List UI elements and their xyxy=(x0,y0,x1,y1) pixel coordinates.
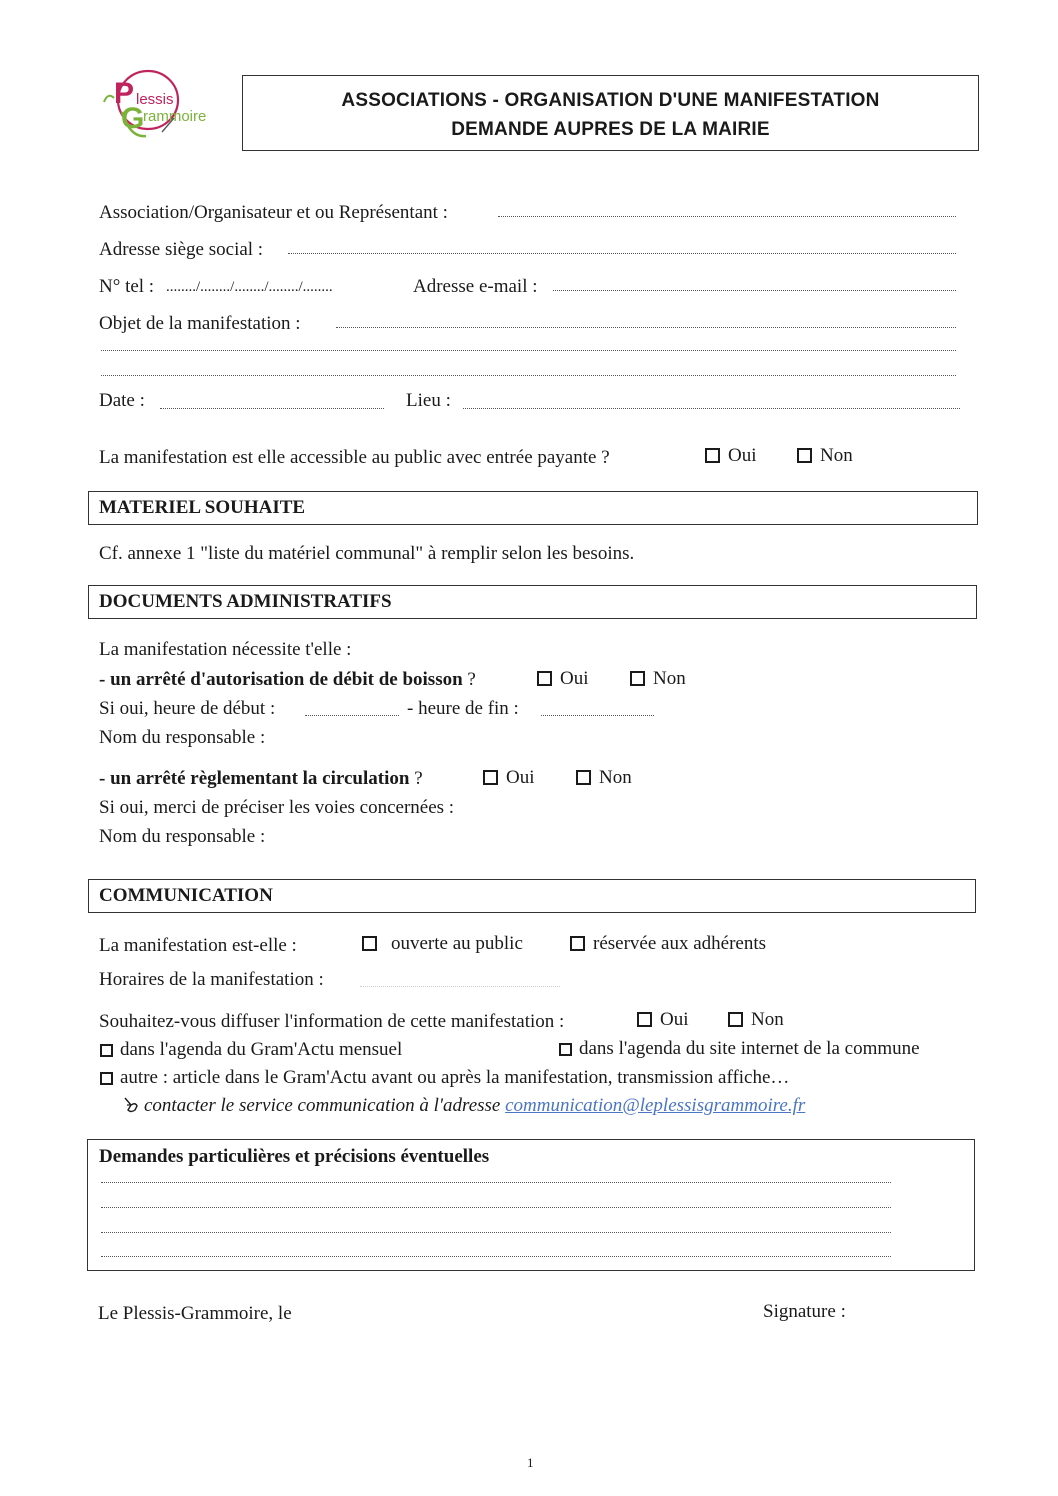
contact-line: contacter le service communication à l'adresse communication@leplessisgrammoire.fr xyxy=(122,1095,805,1117)
hours-label: Horaires de la manifestation : xyxy=(99,969,324,990)
start-time-label: Si oui, heure de début : xyxy=(99,698,276,719)
checkbox-icon[interactable] xyxy=(483,770,498,785)
voies-label: Si oui, merci de préciser les voies concernées : xyxy=(99,797,455,818)
materiel-title: MATERIEL SOUHAITE xyxy=(99,497,306,518)
checkbox-icon[interactable] xyxy=(630,671,645,686)
object-field-line-3[interactable] xyxy=(101,375,956,376)
checkbox-icon[interactable] xyxy=(797,448,812,463)
tel-field[interactable]: ......../......../......../......../........ xyxy=(166,279,333,295)
date-field[interactable] xyxy=(160,408,384,409)
checkbox-icon[interactable] xyxy=(100,1072,113,1085)
requests-line-3[interactable] xyxy=(101,1232,891,1233)
documents-title: DOCUMENTS ADMINISTRATIFS xyxy=(99,591,392,612)
end-time-field[interactable] xyxy=(541,715,654,716)
checkbox-icon[interactable] xyxy=(570,936,585,951)
other-option[interactable]: autre : article dans le Gram'Actu avant ou après la manifestation, transmission affiche… xyxy=(100,1067,789,1089)
members-option[interactable]: réservée aux adhérents xyxy=(570,933,766,955)
logo-word-lessis: lessis xyxy=(136,91,174,108)
communication-type-label: La manifestation est-elle : xyxy=(99,935,297,956)
header-box xyxy=(242,75,979,151)
diffuse-question: Souhaitez-vous diffuser l'information de cette manifestation : xyxy=(99,1011,565,1032)
logo-letter-g: G xyxy=(121,102,145,135)
object-label: Objet de la manifestation : xyxy=(99,313,301,334)
checkbox-icon[interactable] xyxy=(728,1012,743,1027)
circulation-no-option[interactable]: Non xyxy=(576,767,632,789)
date-label: Date : xyxy=(99,390,145,411)
boisson-responsable-label: Nom du responsable : xyxy=(99,727,266,748)
diffuse-yes-option[interactable]: Oui xyxy=(637,1009,689,1031)
lieu-label: Lieu : xyxy=(406,390,451,411)
materiel-text: Cf. annexe 1 "liste du matériel communal" à remplir selon les besoins. xyxy=(99,543,635,564)
header-title: ASSOCIATIONS - ORGANISATION D'UNE MANIFESTATION xyxy=(341,90,880,111)
address-field[interactable] xyxy=(288,253,956,254)
agenda-monthly-option[interactable]: dans l'agenda du Gram'Actu mensuel xyxy=(100,1039,402,1061)
start-time-field[interactable] xyxy=(305,715,399,716)
checkbox-icon[interactable] xyxy=(559,1043,572,1056)
circulation-label: - un arrêté règlementant la circulation ? xyxy=(99,768,423,789)
checkbox-icon[interactable] xyxy=(637,1012,652,1027)
requests-line-4[interactable] xyxy=(101,1256,891,1257)
diffuse-no-option[interactable]: Non xyxy=(728,1009,784,1031)
requests-title: Demandes particulières et précisions éventuelles xyxy=(99,1146,490,1167)
place-date-label: Le Plessis-Grammoire, le xyxy=(98,1303,292,1324)
pointing-hand-icon xyxy=(122,1096,140,1114)
boisson-label: - un arrêté d'autorisation de débit de boisson ? xyxy=(99,669,476,690)
paying-no-option[interactable]: Non xyxy=(797,445,853,467)
email-field[interactable] xyxy=(553,290,956,291)
public-option[interactable]: ouverte au public xyxy=(362,933,523,955)
end-time-label: - heure de fin : xyxy=(407,698,519,719)
checkbox-icon[interactable] xyxy=(576,770,591,785)
communication-title: COMMUNICATION xyxy=(99,885,273,906)
email-label: Adresse e-mail : xyxy=(413,276,538,297)
page-number: 1 xyxy=(527,1455,534,1470)
logo xyxy=(100,62,230,152)
logo-word-rammoire: rammoire xyxy=(143,108,207,125)
requests-line-1[interactable] xyxy=(101,1182,891,1183)
header-subtitle: DEMANDE AUPRES DE LA MAIRIE xyxy=(451,119,770,140)
paying-yes-option[interactable]: Oui xyxy=(705,445,757,467)
checkbox-icon[interactable] xyxy=(705,448,720,463)
circulation-responsable-label: Nom du responsable : xyxy=(99,826,266,847)
checkbox-icon[interactable] xyxy=(537,671,552,686)
requests-line-2[interactable] xyxy=(101,1207,891,1208)
association-label: Association/Organisateur et ou Représentant : xyxy=(99,202,448,223)
boisson-yes-option[interactable]: Oui xyxy=(537,668,589,690)
circulation-yes-option[interactable]: Oui xyxy=(483,767,535,789)
documents-intro: La manifestation nécessite t'elle : xyxy=(99,639,352,660)
signature-label: Signature : xyxy=(763,1301,846,1322)
paying-question: La manifestation est elle accessible au public avec entrée payante ? xyxy=(99,447,610,468)
contact-email-link[interactable]: communication@leplessisgrammoire.fr xyxy=(505,1095,806,1116)
checkbox-icon[interactable] xyxy=(100,1044,113,1057)
association-field[interactable] xyxy=(498,216,956,217)
hours-field[interactable] xyxy=(360,986,560,987)
checkbox-icon[interactable] xyxy=(362,936,377,951)
object-field-line-2[interactable] xyxy=(101,350,956,351)
boisson-no-option[interactable]: Non xyxy=(630,668,686,690)
agenda-site-option[interactable]: dans l'agenda du site internet de la commune xyxy=(559,1038,920,1060)
lieu-field[interactable] xyxy=(463,408,960,409)
tel-label: N° tel : xyxy=(99,276,155,297)
logo-letter-p: P xyxy=(114,77,135,110)
object-field-line-1[interactable] xyxy=(336,327,956,328)
address-label: Adresse siège social : xyxy=(99,239,264,260)
